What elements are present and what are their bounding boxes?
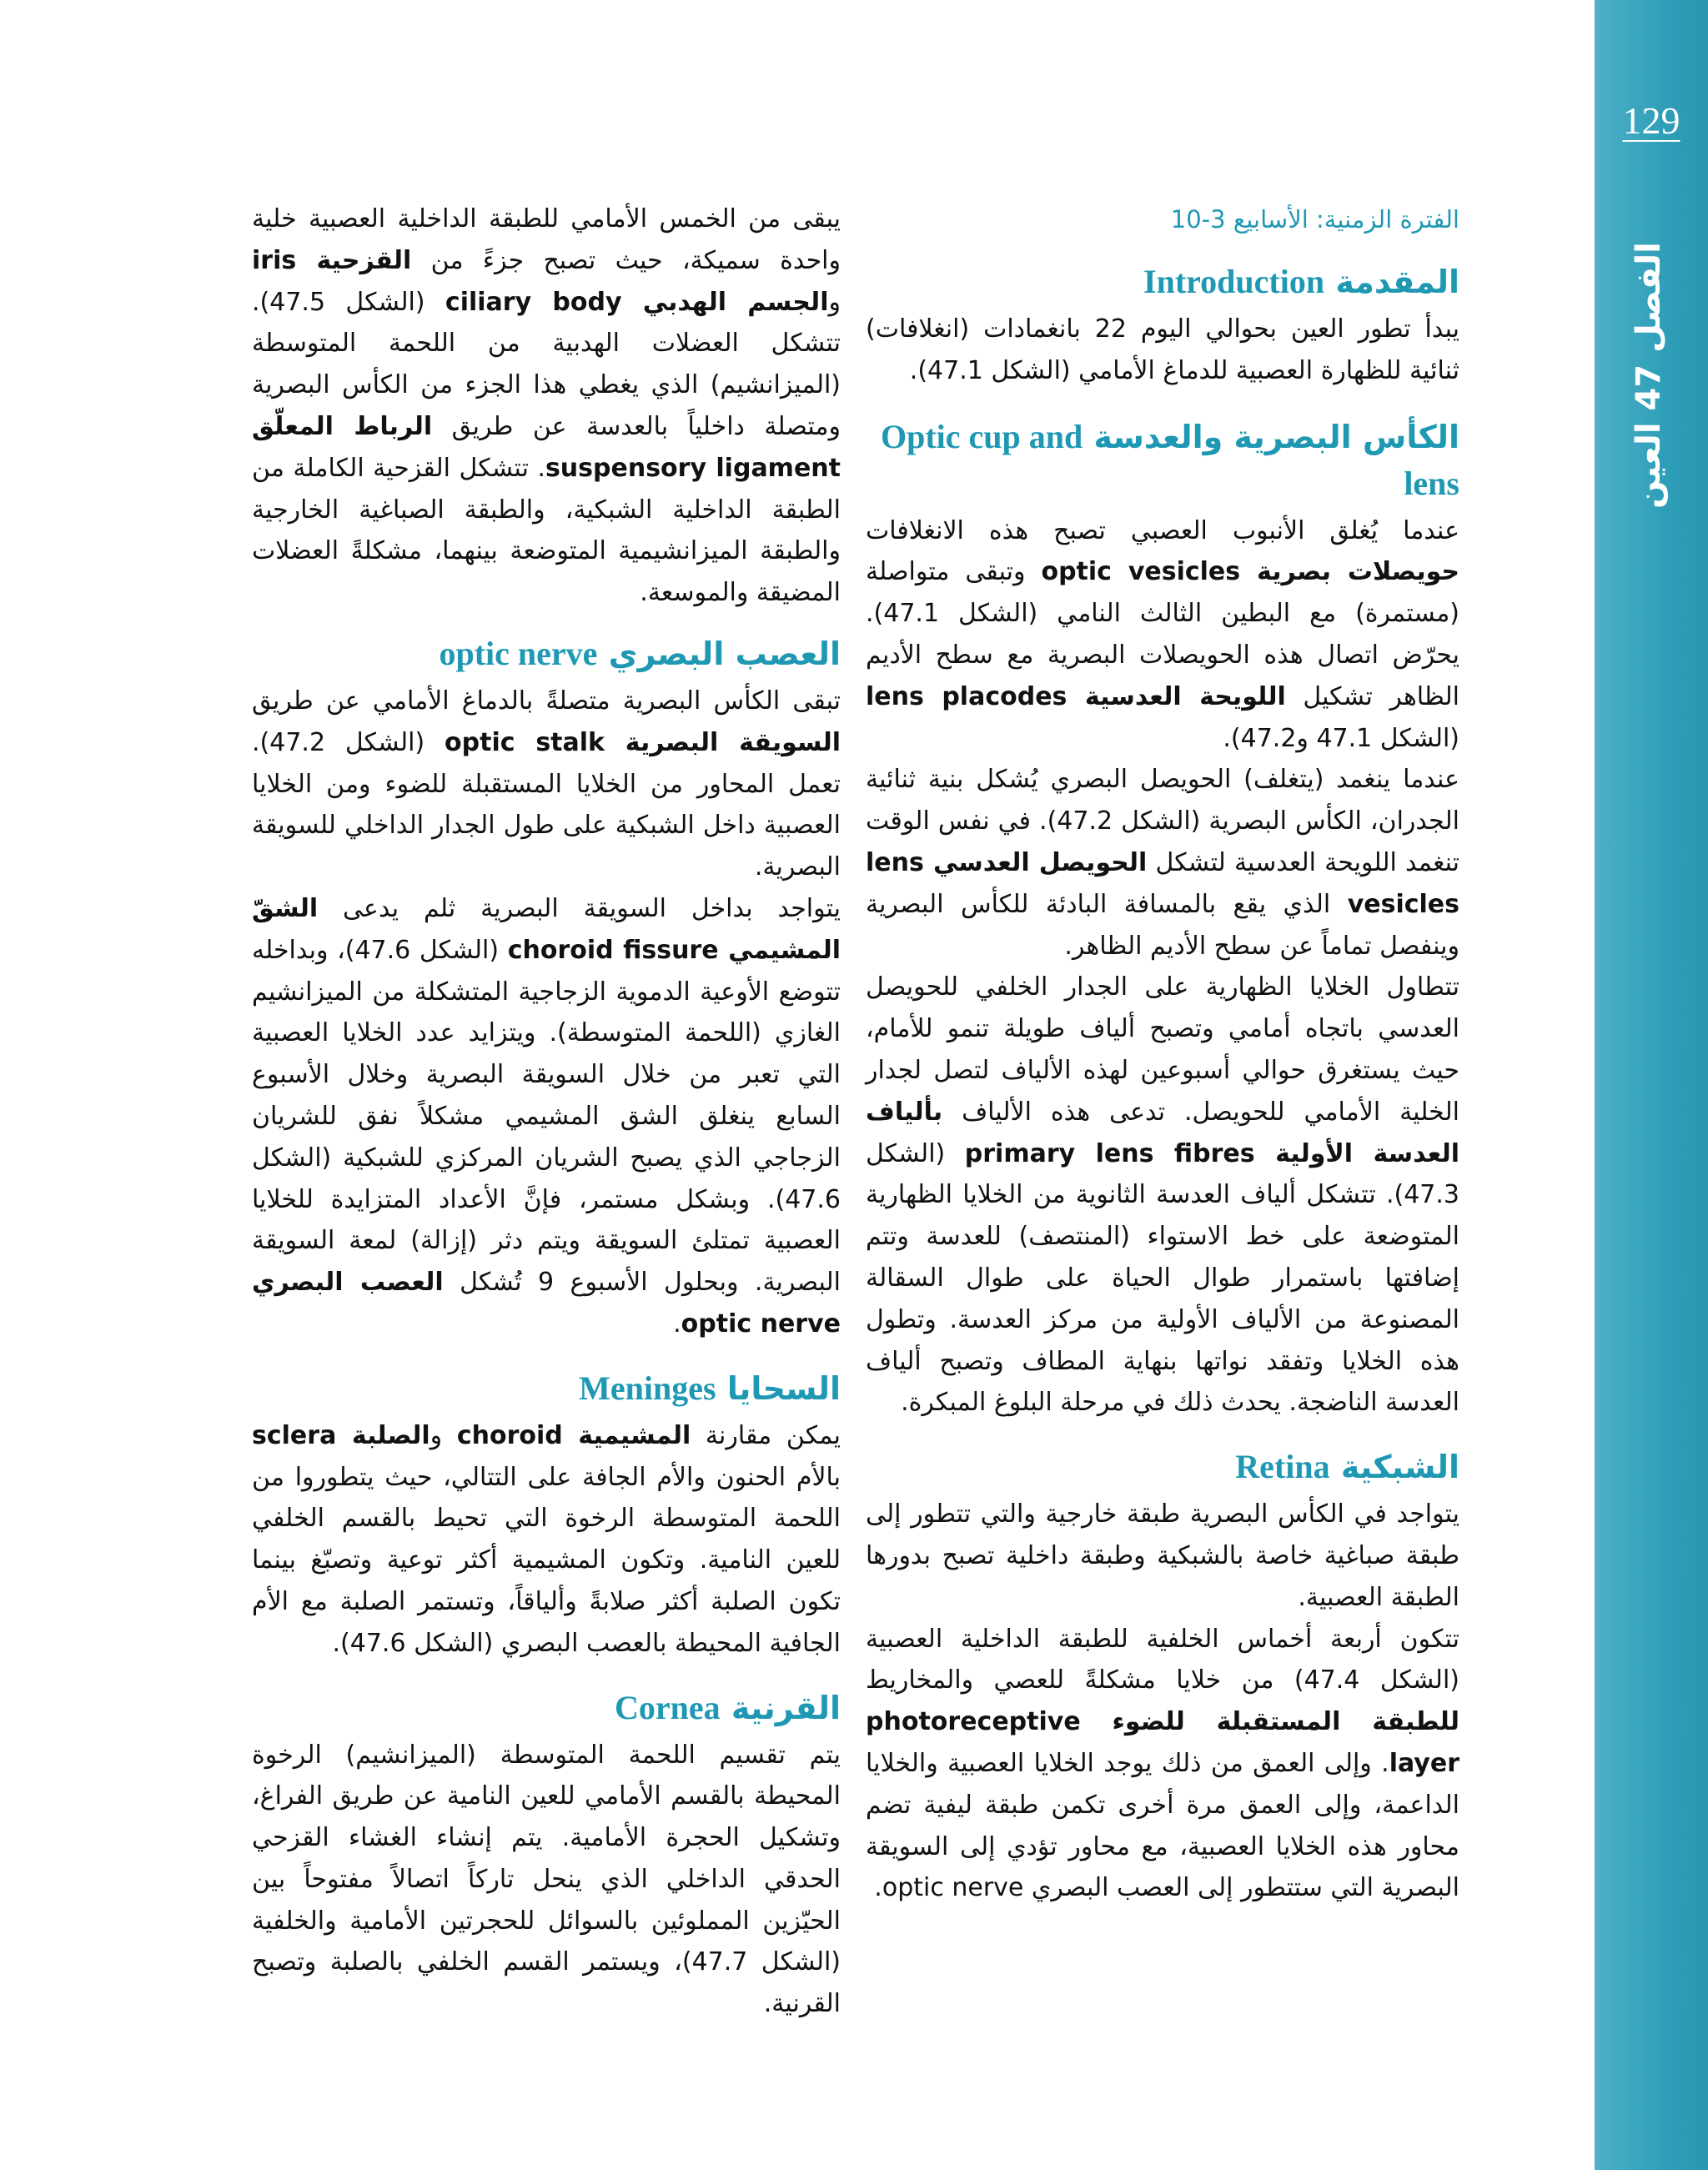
paragraph-lens-fibres (866, 967, 1459, 1424)
heading-introduction (866, 259, 1459, 305)
text: بالأم الحنون والأم الجافة على التتالي، حيث يتطوروا من اللحمة المتوسطة الرخوة التي تحيط بالقسم الخلفي للعين النامية. وتكون المشيمية أكثر توعية وتصبّغ بينما تكون الصلبة أكثر صلابةً وألياقاً، وتستمر الصلبة مع الأم الجافية المحيطة بالعصب البصري (الشكل 47.6). (252, 1462, 841, 1658)
term-choroid: المشيمية choroid (456, 1420, 691, 1450)
text: يبقى من الخمس الأمامي للطبقة الداخلية العصبية خلية واحدة سميكة، حيث تصبح جزءً من (252, 204, 841, 275)
term-suspensory-ligament: الرباط المعلّق suspensory ligament (252, 411, 841, 483)
term-primary-lens-fibres: بألياف العدسة الأولية primary lens fibres (866, 1097, 1459, 1168)
heading-optic-nerve-ar: العصب البصري (608, 635, 841, 672)
text: يمكن مقارنة (691, 1420, 841, 1450)
text: . (673, 1309, 681, 1339)
heading-meninges-en: Meninges (579, 1369, 716, 1407)
text: و (828, 287, 841, 317)
heading-optic-cup-en: Optic cup and lens (880, 417, 1459, 502)
text: تتكون أربعة أخماس الخلفية للطبقة الداخلية العصبية (الشكل 47.4) من خلايا مشكلةً للعصي والمخاريط (866, 1624, 1459, 1695)
left-column (252, 198, 841, 2025)
term-iris: القزحية iris (252, 245, 412, 275)
text: وتبقى متواصلة (مستمرة) مع البطين الثالث النامي (الشكل 47.1). يحرّض اتصال هذه الحويصلات البصرية مع سطح الأديم الظاهر تشكيل (866, 557, 1460, 711)
chapter-label: الفصل 47 العين (1630, 242, 1668, 509)
text: تبقى الكأس البصرية متصلةً بالدماغ الأمامي عن طريق (252, 686, 841, 716)
term-sclera: الصلبة sclera (252, 1420, 430, 1450)
paragraph-introduction: يبدأ تطور العين بحوالي اليوم 22 بانغمادات (انغلافات) ثنائية للظهارة العصبية للدماغ الأمامي (الشكل 47.1). (866, 314, 1459, 385)
heading-meninges-ar: السحايا (726, 1369, 841, 1407)
text: (الشكل 47.1 و47.2). (1223, 723, 1459, 753)
heading-optic-cup-ar: الكأس البصرية والعدسة (1093, 418, 1459, 455)
paragraph-choroid-fissure (252, 888, 841, 1345)
term-lens-placodes: اللويحة العدسية lens placodes (866, 681, 1286, 711)
heading-retina-ar: الشبكية (1340, 1449, 1459, 1486)
text: الذي يقع بالمسافة البادئة للكأس البصرية وينفصل تماماً عن سطح الأديم الظاهر. (866, 889, 1459, 961)
term-ciliary-body: الجسم الهدبي ciliary body (445, 287, 829, 317)
paragraph-photoreceptive (866, 1619, 1459, 1910)
paragraph-cornea: يتم تقسيم اللحمة المتوسطة (الميزانشيم) الرخوة المحيطة بالقسم الأمامي للعين النامية عن طريق الفراغ، وتشكيل الحجرة الأمامية. يتم إنشاء الغشاء القزحي الحدقي الداخلي الذي ينحل تاركاً اتصالاً مفتوحاً بين الحيّزين المملوئين بالسوائل للحجرتين الأمامية والخلفية (الشكل 47.7)، ويستمر القسم الخلفي بالصلبة وتصبح القرنية. (252, 1740, 841, 2019)
paragraph-retina-layers: يتواجد في الكأس البصرية طبقة خارجية والتي تتطور إلى طبقة صباغية خاصة بالشبكية وطبقة داخلية تصبح بدورها الطبقة العصبية. (866, 1499, 1459, 1612)
paragraph-optic-stalk (252, 681, 841, 888)
paragraph-optic-vesicles (866, 510, 1459, 760)
text: (الشكل 47.5). تتشكل العضلات الهدبية من اللحمة المتوسطة (الميزانشيم) الذي يغطي هذا الجزء من الكأس البصرية ومتصلة داخلياً بالعدسة عن طريق (252, 287, 841, 441)
heading-introduction-ar: المقدمة (1335, 264, 1459, 300)
heading-cornea-ar: القرنية (731, 1689, 841, 1726)
text: عندما ينغمد (يتغلف) الحويصل البصري يُشكل بنية ثنائية الجدران، الكأس البصرية (الشكل 47.2). في نفس الوقت تنغمد اللويحة العدسية لتشكل (866, 765, 1459, 877)
text: . وإلى العمق من ذلك يوجد الخلايا العصبية والخلايا الداعمة، وإلى العمق مرة أخرى تكمن طبقة ليفية تضم محاور هذه الخلايا العصبية، مع محاور تؤدي إلى السويقة البصرية التي ستتطور إلى العصب البصري optic nerve. (866, 1748, 1459, 1903)
heading-retina-en: Retina (1235, 1448, 1330, 1486)
time-period: الفترة الزمنية: الأسابيع 3-10 (1170, 205, 1459, 234)
text: تتطاول الخلايا الظهارية على الجدار الخلفي للحويصل العدسي باتجاه أمامي وتصبح ألياف طويلة تنمو للأمام، حيث يستغرق حوالي أسبوعين لهذه الألياف لتصل لجدار الخلية الأمامي للحويصل. تدعى هذه الألياف (866, 972, 1459, 1127)
page-number: 129 (1622, 99, 1680, 142)
heading-optic-nerve (252, 630, 841, 677)
paragraph-lens-vesicles (866, 759, 1459, 967)
text: (الشكل 47.3). تتشكل ألياف العدسة الثانوية من الخلايا الظهارية المتوضعة على خط الاستواء (المنتصف) للعدسة وتتم إضافتها باستمرار طوال الحياة على طوال السقالة المصنوعة من الألياف الأولية من مركز العدسة. وتطول هذه الخلايا وتفقد نواتها بنهاية المطاف وتصبح ألياف العدسة الناضجة. يحدث ذلك في مرحلة البلوغ المبكرة. (866, 1138, 1459, 1418)
text: يتواجد بداخل السويقة البصرية ثلم يدعى (318, 893, 841, 923)
term-lens-vesicles: الحويصل العدسي lens vesicles (866, 847, 1459, 919)
heading-introduction-en: Introduction (1143, 263, 1325, 300)
text: (الشكل 47.6)، وبداخله تتوضع الأوعية الدموية الزجاجية المتشكلة من الميزانشيم الغازي (اللحمة المتوسطة). ويتزايد عدد الخلايا العصبية التي تعبر من خلال السويقة البصرية وخلال الأسبوع السابع ينغلق الشق المشيمي مشكلاً نفق للشريان الزجاجي الذي يصبح الشريان المركزي للشبكية (الشكل 47.6). وبشكل مستمر، فإنَّ الأعداد المتزايدة للخلايا العصبية تمتلئ السويقة ويتم دثر (إزالة) لمعة السويقة البصرية. وبحلول الأسبوع 9 تُشكل (252, 935, 841, 1298)
text: . تتشكل القزحية الكاملة من الطبقة الداخلية الشبكية، والطبقة الصباغية الخارجية والطبقة الميزانشيمية المتوضعة بينهما، مشكلةً العضلات المضيقة والموسعة. (252, 453, 841, 608)
term-optic-vesicles: حويصلات بصرية optic vesicles (1041, 557, 1460, 587)
text: و (430, 1420, 457, 1450)
paragraph-iris (252, 198, 841, 614)
text: (الشكل 47.2). تعمل المحاور من الخلايا المستقبلة للضوء ومن الخلايا العصبية داخل الشبكية على طول الجدار الداخلي للسويقة البصرية. (252, 727, 841, 882)
right-column (866, 198, 1459, 1909)
term-photoreceptive-layer: للطبقة المستقبلة للضوء photoreceptive layer (866, 1707, 1459, 1778)
heading-optic-nerve-en: optic nerve (439, 634, 598, 672)
term-optic-nerve: العصب البصري optic nerve (252, 1268, 841, 1339)
heading-retina (866, 1444, 1459, 1490)
heading-cornea (252, 1685, 841, 1731)
heading-cornea-en: Cornea (615, 1688, 721, 1726)
paragraph-meninges (252, 1415, 841, 1665)
heading-optic-cup (866, 414, 1459, 507)
heading-meninges (252, 1365, 841, 1412)
text: عندما يُغلق الأنبوب العصبي تصبح هذه الانغلافات (866, 515, 1459, 545)
term-optic-stalk: السويقة البصرية optic stalk (445, 727, 841, 757)
term-choroid-fissure: الشقّ المشيمي choroid fissure (252, 893, 841, 965)
